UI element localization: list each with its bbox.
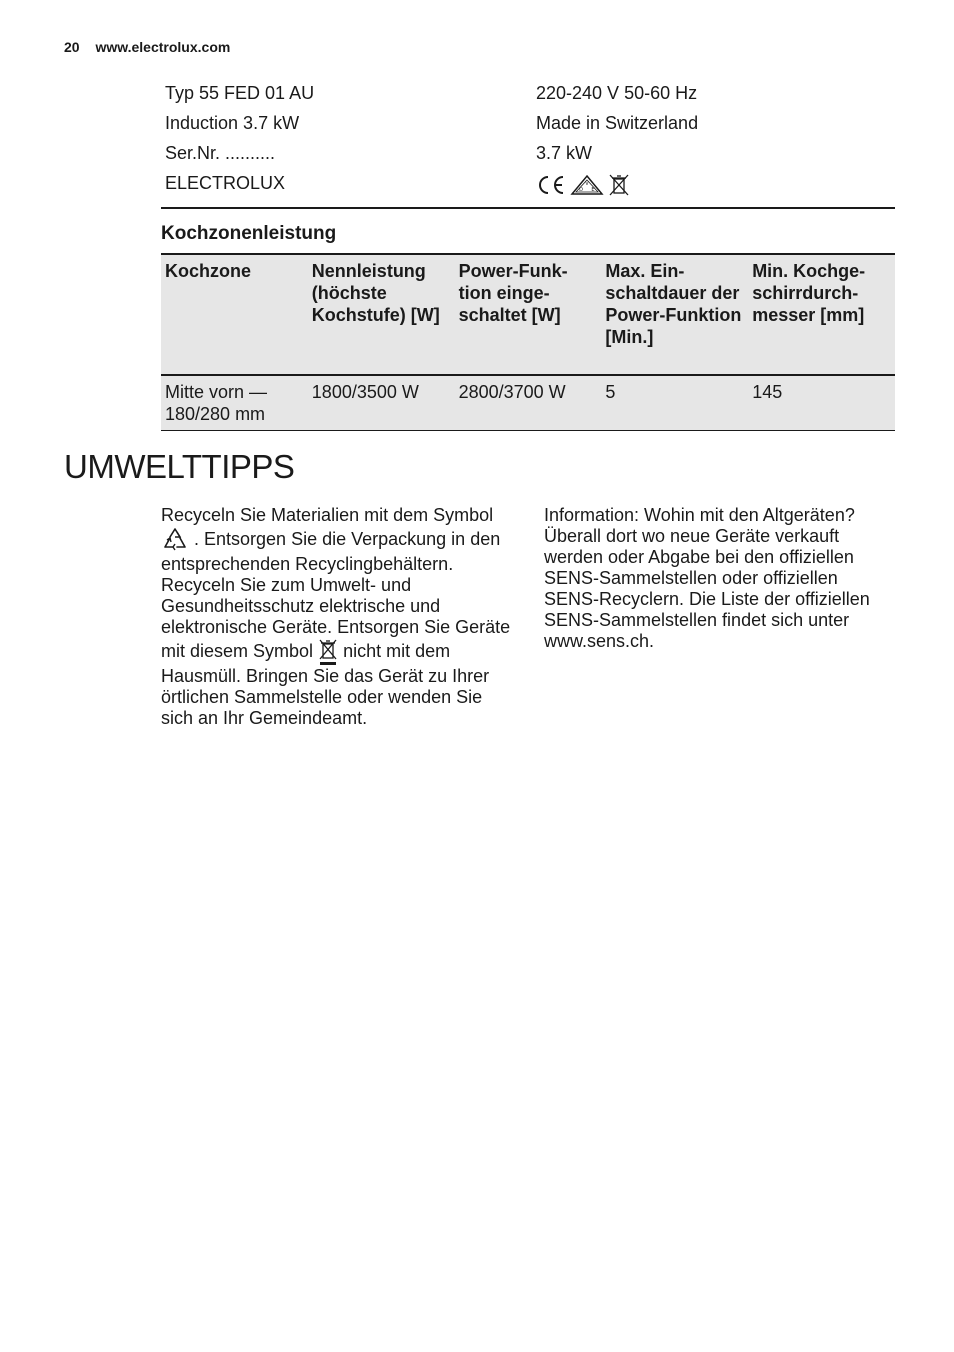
table-row — [161, 375, 895, 431]
column-header: Min. Kochge-schirrdurch-messer [mm] — [748, 254, 895, 375]
paragraph-text: nicht mit dem Hausmüll. Bringen Sie das Gerät zu Ihrer örtlichen Sammelstelle oder wenden Sie sich an Ihr Gemeindeamt. — [161, 640, 490, 728]
table-cell: Made in Switzerland — [536, 113, 699, 133]
environment-text-left — [161, 505, 516, 729]
page-header — [64, 39, 230, 55]
column-header: Max. Ein-schaltdauer der Power-Funktion [Min.] — [601, 254, 748, 375]
paragraph-text: . Entsorgen Sie die Verpackung in den entsprechenden Recyclingbehältern. Recyceln Sie zum Umwelt- und Gesundheitsschutz elektrische und elektronische Geräte. Entsorgen Sie Geräte mit diesem Symbol — [161, 528, 511, 661]
table-cell: ELECTROLUX — [161, 169, 532, 208]
table-cell: Mitte vorn — 180/280 mm — [161, 375, 308, 431]
column-header: Nennleistung (höchste Kochstufe) [W] — [308, 254, 455, 375]
paragraph-text: Information: Wohin mit den Altgeräten? Überall dort wo neue Geräte verkauft werden oder Abgabe bei den offiziellen SENS-Sammelstellen oder offiziellen SENS-Recyclern. Die Liste der offiziellen SENS-Sammelstellen findet sich unter www.sens.ch. — [544, 505, 870, 651]
table-row — [161, 79, 895, 109]
recycle-icon — [161, 526, 189, 554]
table-header-row — [161, 254, 895, 375]
table-cell: 5 — [601, 375, 748, 431]
section-title: Kochzonenleistung — [161, 223, 337, 244]
svg-text:V: V — [585, 181, 589, 187]
certification-marks — [536, 173, 630, 197]
page-number: 20 — [64, 39, 80, 55]
weee-bin-icon — [608, 173, 630, 197]
ce-mark-icon — [536, 174, 566, 196]
weee-bin-icon — [318, 638, 338, 666]
site-url: www.electrolux.com — [95, 39, 231, 55]
table-cell: 3.7 kW — [536, 143, 593, 163]
rating-plate-table — [161, 79, 895, 209]
table-row — [161, 169, 895, 208]
table-cell: 220-240 V 50-60 Hz — [536, 83, 698, 103]
table-cell: 145 — [748, 375, 895, 431]
vde-mark-icon — [570, 174, 604, 196]
table-cell: 1800/3500 W — [308, 375, 455, 431]
certification-marks-cell — [532, 169, 895, 208]
table-cell: 2800/3700 W — [455, 375, 602, 431]
table-row — [161, 139, 895, 169]
section-heading: UMWELTTIPPS — [64, 448, 295, 485]
cooking-zone-power-table — [161, 253, 895, 431]
svg-text:D: D — [579, 187, 583, 193]
paragraph-text: Recyceln Sie Materialien mit dem Symbol — [161, 505, 494, 525]
table-row — [161, 109, 895, 139]
environment-text-right — [544, 505, 889, 652]
svg-text:E: E — [591, 187, 595, 193]
column-header: Power-Funk-tion einge-schaltet [W] — [455, 254, 602, 375]
table-cell: Induction 3.7 kW — [165, 113, 300, 133]
table-cell: Typ 55 FED 01 AU — [165, 83, 315, 103]
column-header: Kochzone — [161, 254, 308, 375]
table-cell: Ser.Nr. .......... — [165, 143, 276, 163]
